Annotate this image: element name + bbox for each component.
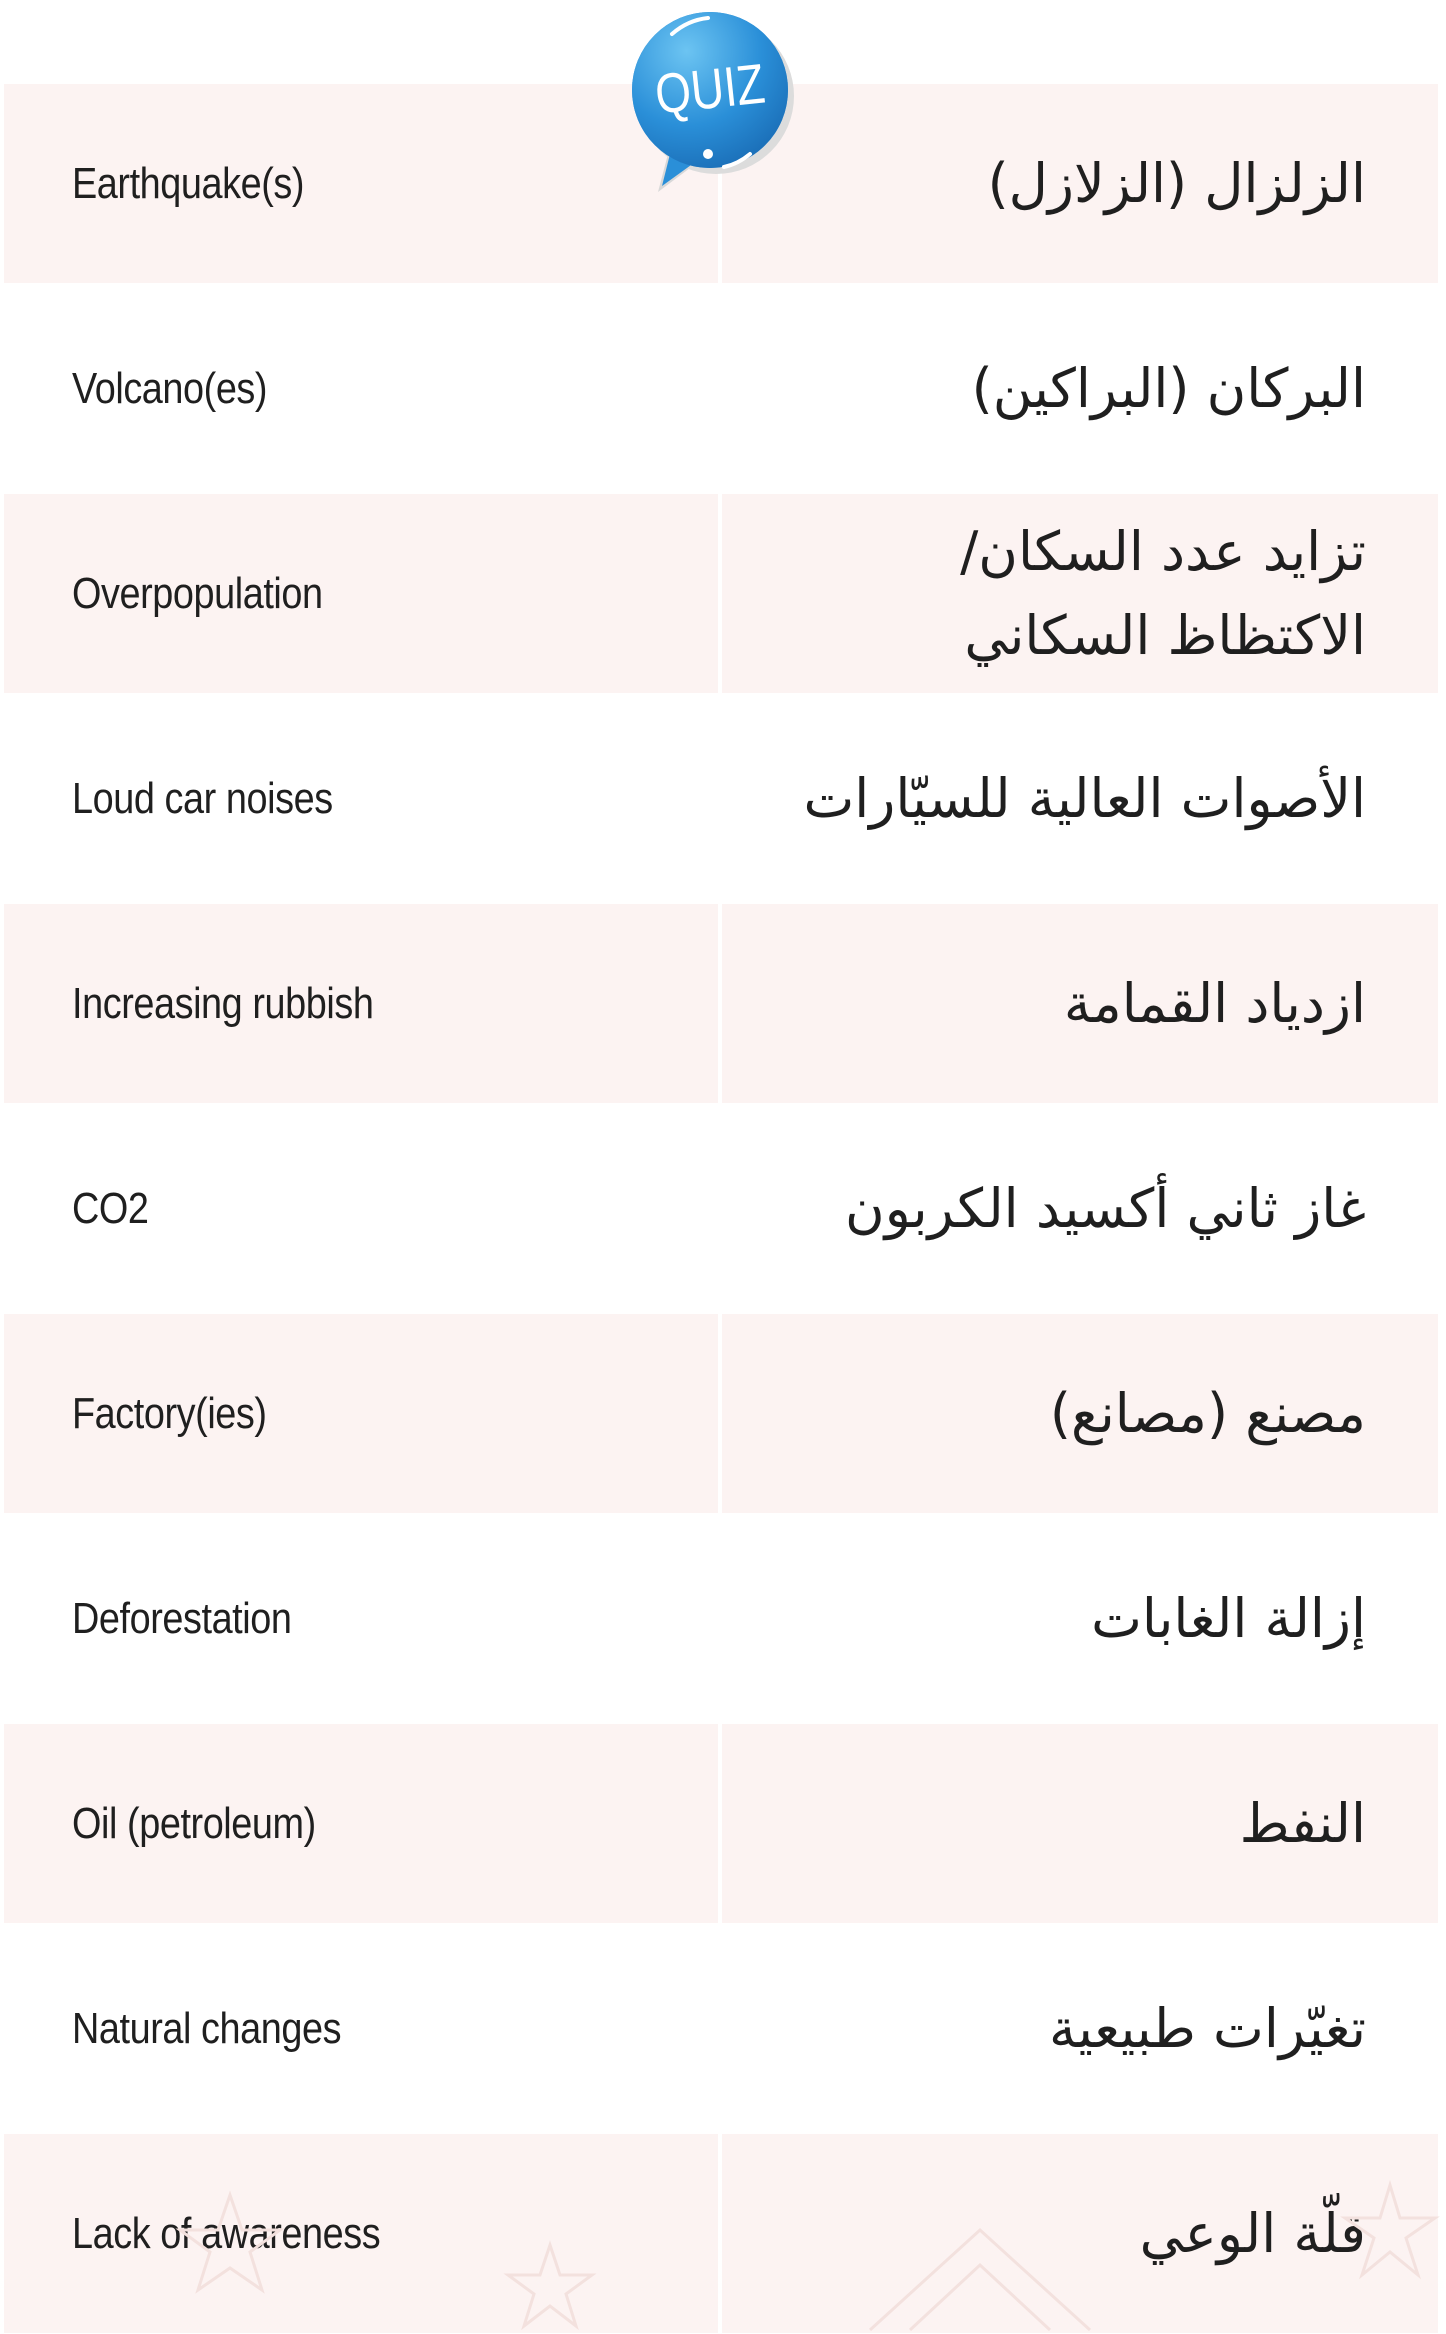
arabic-cell: [722, 2134, 1438, 2333]
arabic-term: غاز ثاني أكسيد الكربون: [845, 1176, 1366, 1240]
arabic-cell: [722, 494, 1438, 693]
english-cell: [4, 904, 718, 1103]
english-term: CO2: [72, 1183, 149, 1233]
vocabulary-table: [4, 84, 1438, 2334]
table-row: [4, 904, 1438, 1103]
english-term: Oil (petroleum): [72, 1798, 316, 1848]
english-term: Factory(ies): [72, 1388, 267, 1438]
arabic-term: الأصوات العالية للسيّارات: [803, 766, 1366, 830]
english-cell: [4, 289, 718, 488]
english-term: Natural changes: [72, 2003, 342, 2053]
quiz-badge-icon: [628, 4, 794, 194]
arabic-cell: [722, 904, 1438, 1103]
arabic-term: مصنع (مصانع): [1049, 1381, 1366, 1445]
english-term: Increasing rubbish: [72, 978, 374, 1028]
arabic-cell: [722, 1519, 1438, 1718]
english-term: Volcano(es): [72, 363, 268, 413]
table-row: [4, 494, 1438, 693]
english-cell: [4, 1314, 718, 1513]
arabic-term: ازدياد القمامة: [1063, 971, 1366, 1035]
arabic-cell: [722, 289, 1438, 488]
english-cell: [4, 1724, 718, 1923]
english-cell: [4, 699, 718, 898]
table-row: [4, 1109, 1438, 1308]
arabic-cell: [722, 1314, 1438, 1513]
english-cell: [4, 2134, 718, 2333]
english-term: Overpopulation: [72, 568, 323, 618]
english-term: Loud car noises: [72, 773, 333, 823]
quiz-badge-label: QUIZ: [652, 52, 768, 126]
arabic-cell: [722, 1109, 1438, 1308]
arabic-cell: [722, 84, 1438, 283]
table-row: [4, 1929, 1438, 2128]
arabic-term: تغيّرات طبيعية: [1048, 1996, 1366, 2060]
arabic-term: البركان (البراكين): [971, 356, 1366, 420]
arabic-cell: [722, 699, 1438, 898]
english-cell: [4, 494, 718, 693]
english-term: Deforestation: [72, 1593, 292, 1643]
table-row: [4, 2134, 1438, 2333]
english-cell: [4, 1109, 718, 1308]
english-cell: [4, 1929, 718, 2128]
english-term: Lack of awareness: [72, 2208, 381, 2258]
english-cell: [4, 1519, 718, 1718]
table-row: [4, 1314, 1438, 1513]
arabic-term: النفط: [1239, 1791, 1366, 1855]
english-term: Earthquake(s): [72, 158, 305, 208]
table-row: [4, 1519, 1438, 1718]
arabic-term: تزايد عدد السكان/الاكتظاظ السكاني: [960, 519, 1366, 667]
table-row: [4, 289, 1438, 488]
table-row: [4, 1724, 1438, 1923]
arabic-term: إزالة الغابات: [1091, 1586, 1366, 1650]
arabic-cell: [722, 1724, 1438, 1923]
table-row: [4, 699, 1438, 898]
english-cell: [4, 84, 718, 283]
arabic-term: قلّة الوعي: [1139, 2201, 1366, 2265]
arabic-term: الزلزال (الزلازل): [987, 151, 1366, 215]
arabic-cell: [722, 1929, 1438, 2128]
